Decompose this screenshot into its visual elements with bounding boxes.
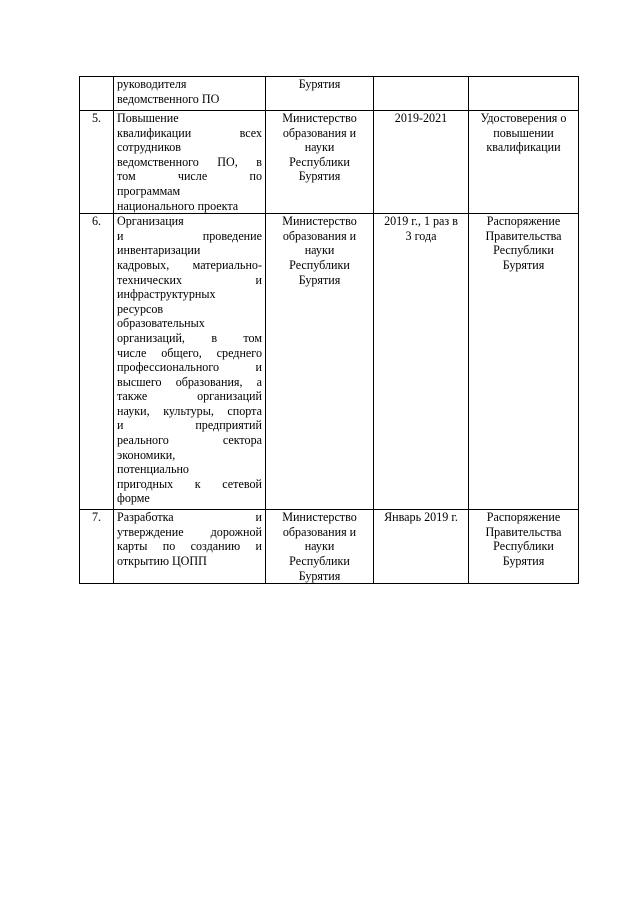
word: организаций, xyxy=(117,330,185,345)
activity-line xyxy=(117,229,262,244)
result-cell xyxy=(469,510,579,584)
word: и xyxy=(117,418,124,433)
result-cell xyxy=(469,77,579,111)
word: спорта xyxy=(227,403,262,418)
word: науки, xyxy=(117,403,150,418)
activity-line: Повышение xyxy=(117,111,179,125)
activity-line xyxy=(117,346,262,361)
word: квалификации xyxy=(117,125,192,140)
activity-line xyxy=(117,331,262,346)
word: к xyxy=(194,476,201,491)
activity-line xyxy=(117,169,262,184)
activity-line: Организация xyxy=(117,214,184,229)
result-line: Правительства xyxy=(485,228,562,243)
activity-line: форме xyxy=(117,491,150,506)
activity-line xyxy=(117,404,262,419)
deadline-cell xyxy=(374,214,469,510)
word: общего, xyxy=(161,345,202,360)
activity-cell xyxy=(114,111,266,214)
word: ПО, xyxy=(217,154,238,169)
word: материально- xyxy=(192,257,262,272)
activity-line: ресурсов xyxy=(117,301,164,316)
activity-line xyxy=(117,418,262,433)
deadline-line: 2019 г., 1 раз в xyxy=(384,214,458,229)
row-number: 7. xyxy=(80,510,114,584)
activity-line xyxy=(117,155,262,170)
word: в xyxy=(211,330,218,345)
responsible-line: Бурятия xyxy=(298,169,341,184)
word: высшего xyxy=(117,374,162,389)
responsible-line: науки xyxy=(304,140,335,155)
table-row xyxy=(80,111,579,214)
word: среднего xyxy=(216,345,262,360)
responsible-cell xyxy=(266,77,374,111)
activity-line: ведомственного ПО xyxy=(117,91,220,106)
word: по xyxy=(162,539,176,554)
responsible-line: образования и xyxy=(282,125,357,140)
word: сетевой xyxy=(222,476,262,491)
word: созданию xyxy=(190,539,241,554)
responsible-line: Бурятия xyxy=(298,272,341,287)
activity-line xyxy=(117,477,262,492)
document-table xyxy=(79,76,579,584)
responsible-line: Республики xyxy=(289,553,350,568)
activity-line: программам xyxy=(117,183,181,198)
responsible-line: Республики xyxy=(289,154,350,169)
activity-line xyxy=(117,525,262,540)
word: и xyxy=(117,228,124,243)
activity-line: потенциально xyxy=(117,462,189,477)
result-line: Удостоверения о xyxy=(480,111,567,125)
word: карты xyxy=(117,539,148,554)
activity-line xyxy=(117,273,262,288)
word: кадровых, xyxy=(117,257,170,272)
responsible-cell xyxy=(266,111,374,214)
word: организаций xyxy=(197,389,262,404)
table-row xyxy=(80,214,579,510)
result-line: Распоряжение xyxy=(486,510,561,525)
result-line: Республики xyxy=(493,243,554,258)
activity-line: экономики, xyxy=(117,447,176,462)
deadline-line: 2019-2021 xyxy=(394,111,448,125)
activity-cell xyxy=(114,77,266,111)
word: проведение xyxy=(202,228,262,243)
responsible-line: Министерство xyxy=(282,214,357,229)
result-cell xyxy=(469,111,579,214)
activity-line: сотрудников xyxy=(117,140,181,155)
activity-line xyxy=(117,360,262,375)
result-line: Правительства xyxy=(485,524,562,539)
result-line: Бурятия xyxy=(502,257,545,272)
word: всех xyxy=(239,125,262,140)
word: том xyxy=(243,330,262,345)
activity-line: руководителя xyxy=(117,77,187,91)
responsible-line: Министерство xyxy=(282,510,357,525)
deadline-cell xyxy=(374,111,469,214)
responsible-line: образования и xyxy=(282,524,357,539)
word: по xyxy=(249,169,262,184)
word: профессионального xyxy=(117,360,220,375)
word: и xyxy=(255,272,262,287)
table-row xyxy=(80,510,579,584)
responsible-line: Министерство xyxy=(282,111,357,125)
activity-line: инвентаризации xyxy=(117,243,201,258)
activity-line: инфраструктурных xyxy=(117,287,216,302)
word: и xyxy=(255,539,262,554)
activity-line: образовательных xyxy=(117,316,205,331)
word: дорожной xyxy=(210,524,262,539)
word: утверждение xyxy=(117,524,184,539)
responsible-cell xyxy=(266,214,374,510)
result-line: Бурятия xyxy=(502,553,545,568)
result-line: Распоряжение xyxy=(486,214,561,229)
responsible-line: Республики xyxy=(289,257,350,272)
word: и xyxy=(255,510,262,525)
deadline-line: Январь 2019 г. xyxy=(384,510,458,525)
word: сектора xyxy=(222,433,262,448)
word: предприятий xyxy=(195,418,262,433)
responsible-line: Бурятия xyxy=(298,568,341,583)
row-number: 6. xyxy=(80,214,114,510)
word: также xyxy=(117,389,148,404)
word: Разработка xyxy=(117,510,174,525)
activity-line: открытию ЦОПП xyxy=(117,553,207,568)
word: образования, xyxy=(175,374,243,389)
responsible-line: науки xyxy=(304,243,335,258)
activity-cell xyxy=(114,214,266,510)
activity-line xyxy=(117,389,262,404)
responsible-line: науки xyxy=(304,539,335,554)
word: а xyxy=(256,374,262,389)
row-number: 5. xyxy=(80,111,114,214)
word: ведомственного xyxy=(117,154,199,169)
responsible-cell xyxy=(266,510,374,584)
activity-line xyxy=(117,126,262,141)
word: реального xyxy=(117,433,169,448)
activity-line xyxy=(117,433,262,448)
word: технических xyxy=(117,272,182,287)
result-cell xyxy=(469,214,579,510)
activity-line xyxy=(117,539,262,554)
word: в xyxy=(256,154,262,169)
word: и xyxy=(255,360,262,375)
word: числе xyxy=(177,169,208,184)
responsible-line: образования и xyxy=(282,228,357,243)
result-line: повышении xyxy=(493,125,554,140)
activity-line xyxy=(117,375,262,390)
activity-cell xyxy=(114,510,266,584)
result-line: Республики xyxy=(493,539,554,554)
word: пригодных xyxy=(117,476,174,491)
responsible-line: Бурятия xyxy=(298,77,341,91)
row-number xyxy=(80,77,114,111)
activity-line xyxy=(117,510,262,525)
deadline-line: 3 года xyxy=(405,228,437,243)
word: культуры, xyxy=(163,403,214,418)
word: числе xyxy=(117,345,147,360)
result-line: квалификации xyxy=(486,140,561,155)
activity-line xyxy=(117,258,262,273)
word: том xyxy=(117,169,136,184)
table-row xyxy=(80,77,579,111)
activity-line: национального проекта xyxy=(117,198,239,213)
deadline-cell xyxy=(374,77,469,111)
deadline-cell xyxy=(374,510,469,584)
